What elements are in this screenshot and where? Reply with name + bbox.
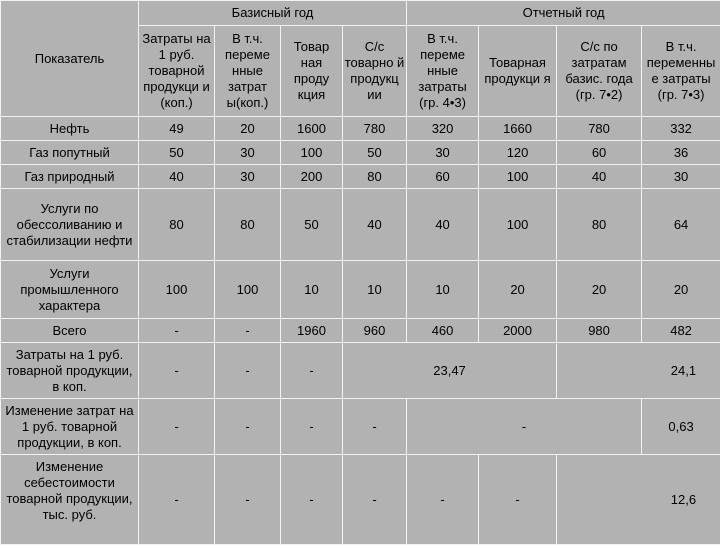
col-header-8: В т.ч. переменны е затраты (гр. 7•3): [642, 26, 720, 117]
table-cell: 20: [215, 117, 281, 141]
report-change-a: -: [407, 399, 642, 455]
table-cell: 60: [407, 165, 479, 189]
row-label: Услуги промышленного характера: [1, 261, 139, 319]
table-cell: -: [281, 343, 343, 399]
table-cell: 80: [139, 189, 215, 261]
table-cell: 40: [407, 189, 479, 261]
col-header-4: С/с товарно й продукц ии: [343, 26, 407, 117]
table-cell: 1660: [479, 117, 557, 141]
table-cell: -: [215, 399, 281, 455]
table-cell: 100: [215, 261, 281, 319]
table-cell: -: [139, 343, 215, 399]
table-cell: -: [281, 399, 343, 455]
table-cell: -: [215, 319, 281, 343]
table-cell: -: [281, 455, 343, 545]
table-cell: 50: [343, 141, 407, 165]
table-cell: 50: [139, 141, 215, 165]
table-cell: 482: [642, 319, 720, 343]
row-label: Услуги по обессоливанию и стабилизации нефти: [1, 189, 139, 261]
col-header-1: Затраты на 1 руб. товарной продукци и (коп.): [139, 26, 215, 117]
table-cell: 80: [215, 189, 281, 261]
table-cell: 780: [557, 117, 642, 141]
table-cell: 80: [557, 189, 642, 261]
col-header-5: В т.ч. переме нные затраты (гр. 4•3): [407, 26, 479, 117]
base-year-header: Базисный год: [139, 1, 407, 26]
table-row: [1, 343, 720, 399]
row-label: Изменение себестоимости товарной продукции, тыс. руб.: [1, 455, 139, 545]
report-variable-cost-per-ruble: 24,1: [557, 343, 720, 399]
row-label: Всего: [1, 319, 139, 343]
table-cell: 64: [642, 189, 720, 261]
report-cost-change: 12,6: [557, 455, 720, 545]
table-row: [1, 165, 720, 189]
table-cell: 460: [407, 319, 479, 343]
table-cell: 332: [642, 117, 720, 141]
table-row: [1, 189, 720, 261]
report-cost-per-ruble: 23,47: [343, 343, 557, 399]
col-header-6: Товарная продукци я: [479, 26, 557, 117]
table-cell: 20: [642, 261, 720, 319]
table-cell: 100: [479, 189, 557, 261]
table-cell: 2000: [479, 319, 557, 343]
table-row: [1, 319, 720, 343]
table-cell: -: [139, 399, 215, 455]
table-row: [1, 455, 720, 545]
table-cell: -: [215, 343, 281, 399]
table-cell: 200: [281, 165, 343, 189]
table-cell: 100: [281, 141, 343, 165]
report-change-b: 0,63: [642, 399, 720, 455]
report-year-header: Отчетный год: [407, 1, 720, 26]
table-cell: 100: [139, 261, 215, 319]
table-cell: 320: [407, 117, 479, 141]
table-row: [1, 141, 720, 165]
table-cell: 30: [407, 141, 479, 165]
table-cell: 50: [281, 189, 343, 261]
row-label: Нефть: [1, 117, 139, 141]
table-cell: -: [479, 455, 557, 545]
table-cell: -: [139, 455, 215, 545]
table-row: [1, 261, 720, 319]
row-label: Изменение затрат на 1 руб. товарной продукции, в коп.: [1, 399, 139, 455]
table-cell: 40: [557, 165, 642, 189]
table-cell: 100: [479, 165, 557, 189]
table-cell: -: [407, 455, 479, 545]
row-label: Затраты на 1 руб. товарной продукции, в коп.: [1, 343, 139, 399]
table-cell: 10: [281, 261, 343, 319]
table-cell: 120: [479, 141, 557, 165]
table-cell: 36: [642, 141, 720, 165]
table-cell: 980: [557, 319, 642, 343]
table-cell: 40: [343, 189, 407, 261]
col-header-3: Товар ная проду кция: [281, 26, 343, 117]
table-cell: 60: [557, 141, 642, 165]
table-cell: 40: [139, 165, 215, 189]
table-cell: 20: [479, 261, 557, 319]
table-row: [1, 117, 720, 141]
table-cell: 10: [407, 261, 479, 319]
table-cell: -: [343, 399, 407, 455]
row-label: Газ попутный: [1, 141, 139, 165]
table-cell: 780: [343, 117, 407, 141]
table-cell: -: [139, 319, 215, 343]
table-cell: 10: [343, 261, 407, 319]
col-header-2: В т.ч. переме нные затрат ы(коп.): [215, 26, 281, 117]
table-cell: -: [215, 455, 281, 545]
table-cell: 1960: [281, 319, 343, 343]
table-cell: 80: [343, 165, 407, 189]
table-cell: 20: [557, 261, 642, 319]
table-cell: -: [343, 455, 407, 545]
table-cell: 30: [215, 165, 281, 189]
table-cell: 30: [215, 141, 281, 165]
table-cell: 1600: [281, 117, 343, 141]
indicator-header: Показатель: [1, 1, 139, 117]
col-header-7: С/с по затратам базис. года (гр. 7•2): [557, 26, 642, 117]
table-row: [1, 399, 720, 455]
table-cell: 30: [642, 165, 720, 189]
row-label: Газ природный: [1, 165, 139, 189]
table-cell: 960: [343, 319, 407, 343]
table-cell: 49: [139, 117, 215, 141]
